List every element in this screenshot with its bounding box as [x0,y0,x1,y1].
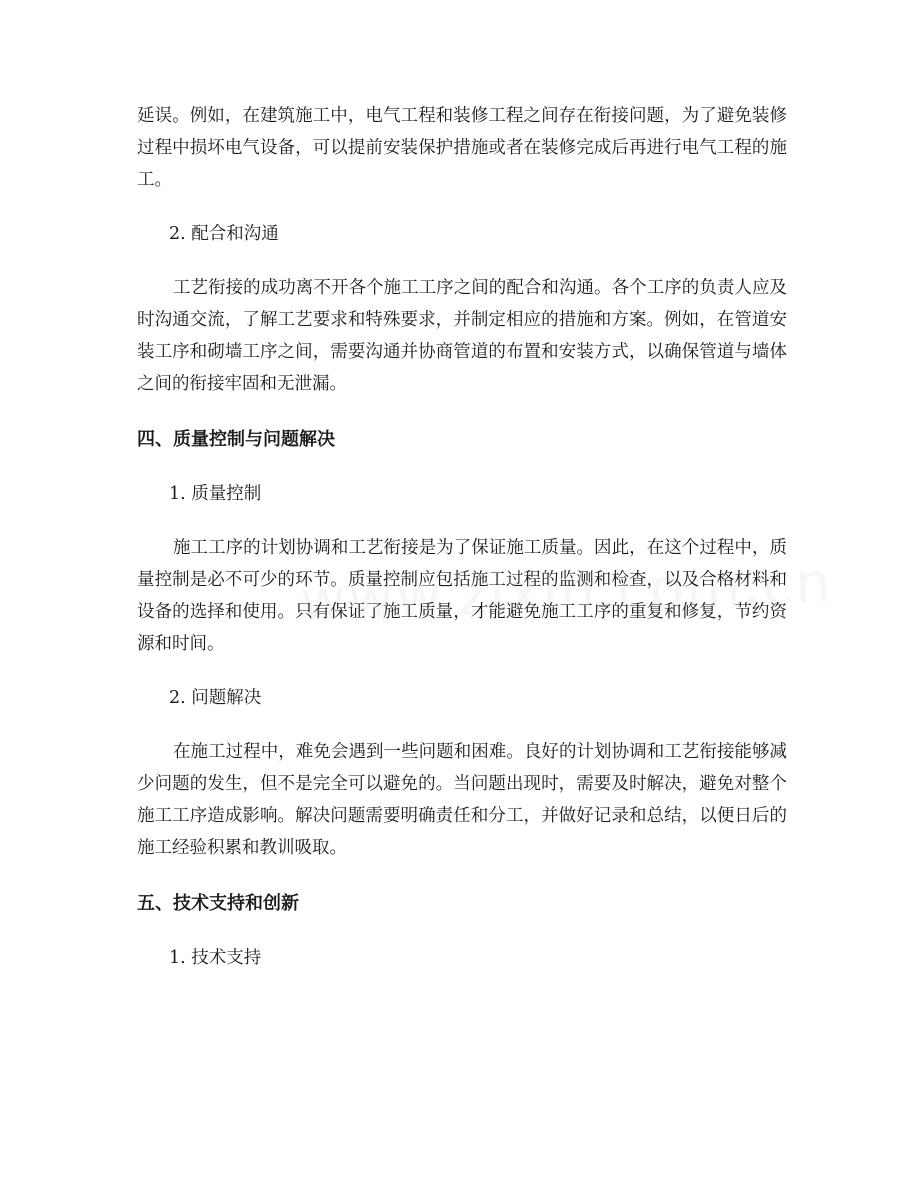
paragraph-quality-control: 施工工序的计划协调和工艺衔接是为了保证施工质量。因此，在这个过程中，质量控制是必不可少的环节。质量控制应包括施工过程的监测和检查，以及合格材料和设备的选择和使用。只有保证了施工质量，才能避免施工工序的重复和修复，节约资源和时间。 [137,538,787,654]
paragraph-cooperation: 工艺衔接的成功离不开各个施工工序之间的配合和沟通。各个工序的负责人应及时沟通交流，了解工艺要求和特殊要求，并制定相应的措施和方案。例如，在管道安装工序和砌墙工序之间，需要沟通并协商管道的布置和安装方式，以确保管道与墙体之间的衔接牢固和无泄漏。 [137,278,787,394]
paragraph-continuation: 延误。例如，在建筑施工中，电气工程和装修工程之间存在衔接问题，为了避免装修过程中损坏电气设备，可以提前安装保护措施或者在装修完成后再进行电气工程的施工。 [137,106,787,190]
paragraph-problem-solving: 在施工过程中，难免会遇到一些问题和困难。良好的计划协调和工艺衔接能够减少问题的发生，但不是完全可以避免的。当问题出现时，需要及时解决，避免对整个施工工序造成影响。解决问题需要明确责任和分工，并做好记录和总结，以便日后的施工经验积累和教训吸取。 [137,742,787,858]
subheading-quality-control: 1. 质量控制 [169,484,262,504]
subheading-cooperation: 2. 配合和沟通 [169,224,279,244]
subheading-problem-solving: 2. 问题解决 [169,688,262,708]
document-page [137,100,787,974]
section-heading-technology: 五、技术支持和创新 [137,893,299,914]
section-heading-quality: 四、质量控制与问题解决 [137,429,335,450]
subheading-tech-support: 1. 技术支持 [169,948,262,968]
